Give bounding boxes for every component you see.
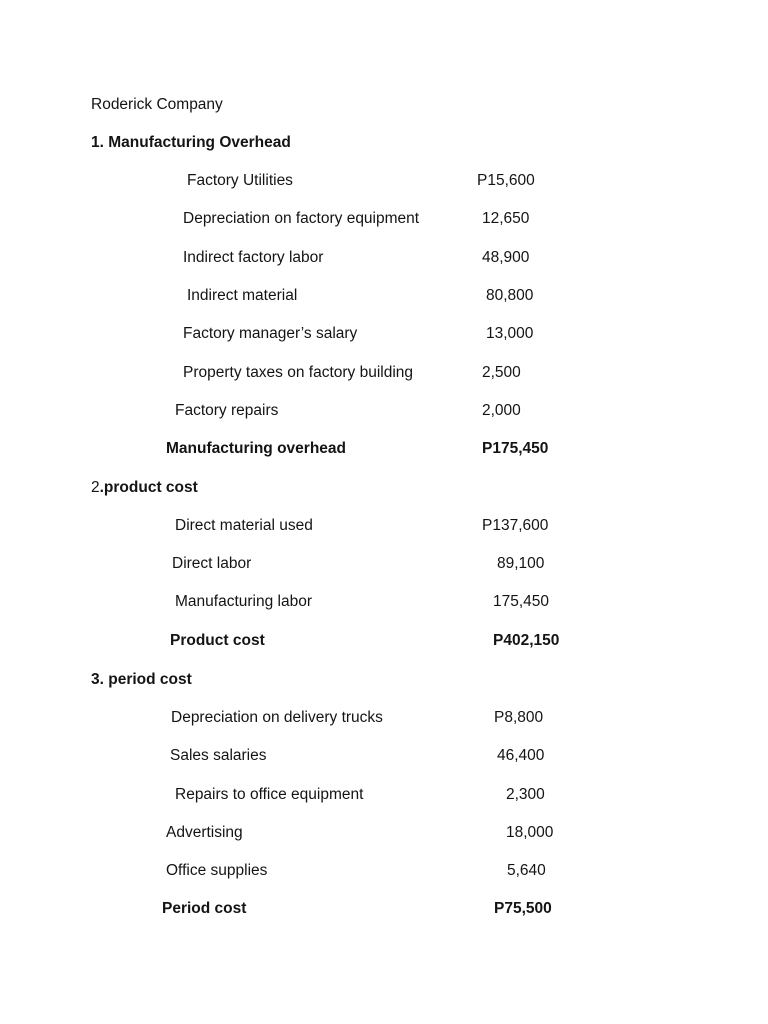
product-item-label: Direct material used [175,517,313,534]
period-item-amount: 5,640 [507,862,546,879]
overhead-item-amount: 80,800 [486,287,534,304]
section-number: 2 [91,479,100,496]
period-total-label: Period cost [162,900,247,917]
overhead-item-amount: 48,900 [482,249,530,266]
period-item-label: Office supplies [166,862,268,879]
period-item-label: Advertising [166,824,243,841]
overhead-item-label: Indirect factory labor [183,249,324,266]
period-item-amount: 46,400 [497,747,545,764]
period-item-label: Depreciation on delivery trucks [171,709,383,726]
overhead-item-label: Depreciation on factory equipment [183,210,420,227]
section-heading-period-cost: 3. period cost [91,671,192,688]
period-item-amount: 18,000 [506,824,554,841]
overhead-item-label: Property taxes on factory building [183,364,414,381]
overhead-item-amount: P15,600 [477,172,535,189]
product-item-amount: 175,450 [493,593,550,610]
product-total-amount: P402,150 [493,632,560,649]
overhead-item-label: Indirect material [187,287,298,304]
overhead-item-label: Factory repairs [175,402,279,419]
product-item-label: Manufacturing labor [175,593,312,610]
product-item-label: Direct labor [172,555,252,572]
overhead-total-label: Manufacturing overhead [166,440,346,457]
period-item-amount: 2,300 [506,786,545,803]
overhead-item-amount: 2,000 [482,402,521,419]
product-item-amount: 89,100 [497,555,545,572]
overhead-item-amount: 12,650 [482,210,530,227]
overhead-item-amount: 2,500 [482,364,521,381]
company-name: Roderick Company [91,96,223,113]
product-item-amount: P137,600 [482,517,549,534]
period-total-amount: P75,500 [494,900,552,917]
section-heading-manufacturing-overhead: 1. Manufacturing Overhead [91,134,291,151]
overhead-item-label: Factory manager’s salary [183,325,358,342]
section-title: .product cost [99,479,198,496]
overhead-item-label: Factory Utilities [187,172,293,189]
section-heading-product-cost [91,479,198,497]
overhead-total-amount: P175,450 [482,440,549,457]
period-item-amount: P8,800 [494,709,544,726]
period-item-label: Repairs to office equipment [175,786,364,803]
product-total-label: Product cost [170,632,265,649]
overhead-item-amount: 13,000 [486,325,534,342]
period-item-label: Sales salaries [170,747,267,764]
